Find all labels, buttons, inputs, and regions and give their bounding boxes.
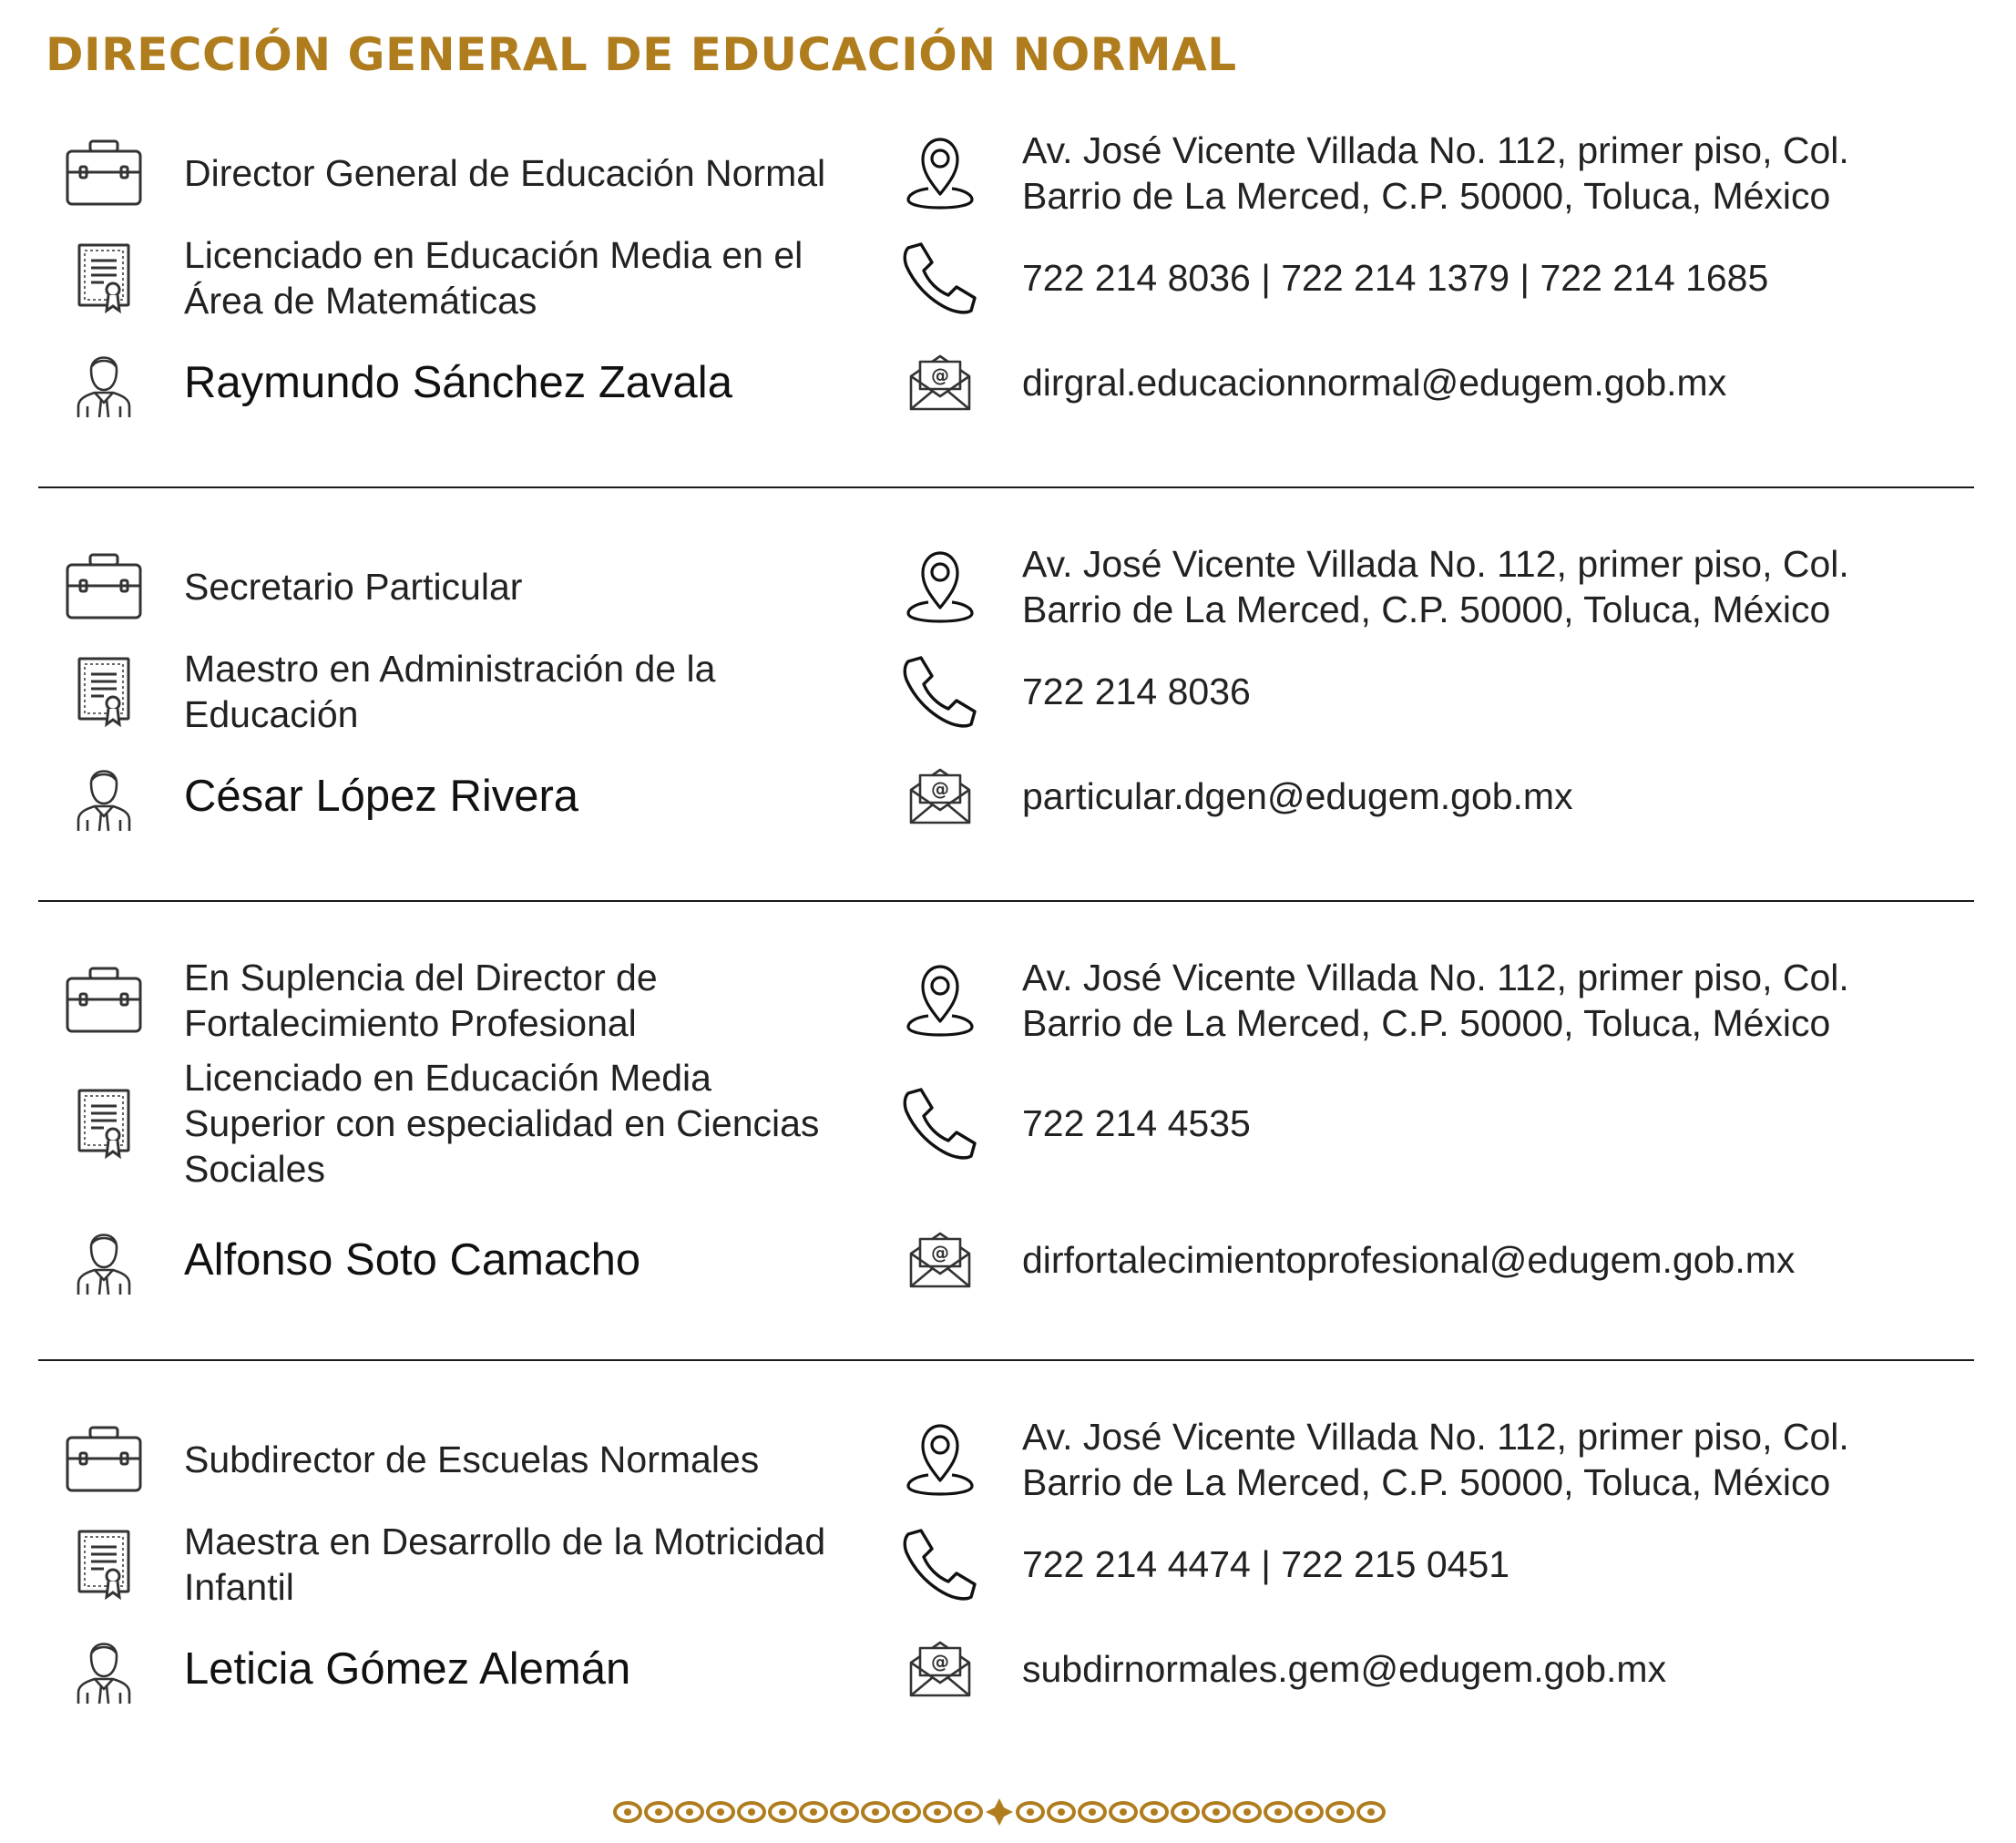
svg-text:@: @ — [931, 778, 949, 800]
envelope-icon — [895, 1214, 986, 1305]
envelope-icon — [895, 1623, 986, 1715]
person-name: Alfonso Soto Camacho — [184, 1235, 641, 1285]
phone-text: 722 214 4535 — [1022, 1102, 1251, 1144]
email-link[interactable]: particular.dgen@edugem.gob.mx — [1022, 775, 1573, 817]
address-row — [0, 128, 2016, 219]
phone-text: 722 214 8036 — [1022, 671, 1251, 712]
phone-text: 722 214 8036 | 722 214 1379 | 722 214 1685 — [1022, 257, 1769, 299]
envelope-icon — [895, 337, 986, 428]
address-text: Av. José Vicente Villada No. 112, primer piso, Col. Barrio de La Merced, C.P. 50000, Toluca, México — [1022, 957, 1849, 1044]
section-divider — [38, 900, 1974, 902]
person-name: Raymundo Sánchez Zavala — [184, 358, 732, 407]
email-link[interactable]: dirfortalecimientoprofesional@edugem.gob.mx — [1022, 1239, 1796, 1281]
map-pin-icon — [895, 541, 986, 632]
position-title: Director General de Educación Normal — [184, 152, 826, 194]
svg-text:@: @ — [931, 1651, 949, 1673]
address-text: Av. José Vicente Villada No. 112, primer piso, Col. Barrio de La Merced, C.P. 50000, Toluca, México — [1022, 1416, 1849, 1503]
email-link[interactable]: subdirnormales.gem@edugem.gob.mx — [1022, 1648, 1667, 1690]
address-row — [0, 955, 2016, 1046]
svg-text:@: @ — [931, 1242, 949, 1264]
phone-icon — [895, 1519, 986, 1610]
degree-title: Maestro en Administración de la Educación — [184, 648, 716, 735]
ornament-border — [612, 1797, 1396, 1832]
phone-icon — [895, 646, 986, 737]
phone-row — [0, 1519, 2016, 1610]
envelope-icon — [895, 751, 986, 842]
email-row — [0, 1214, 2016, 1305]
section-divider — [38, 1359, 1974, 1361]
map-pin-icon — [895, 1414, 986, 1505]
email-row — [0, 1623, 2016, 1715]
person-name: Leticia Gómez Alemán — [184, 1644, 631, 1694]
map-pin-icon — [895, 955, 986, 1046]
person-name: César López Rivera — [184, 772, 579, 821]
page-title: DIRECCIÓN GENERAL DE EDUCACIÓN NORMAL — [46, 28, 1237, 81]
section-divider — [38, 486, 1974, 488]
degree-title: Licenciado en Educación Media en el Área de Matemáticas — [184, 234, 803, 322]
map-pin-icon — [895, 128, 986, 219]
position-title: Secretario Particular — [184, 566, 523, 608]
email-link[interactable]: dirgral.educacionnormal@edugem.gob.mx — [1022, 362, 1727, 404]
address-text: Av. José Vicente Villada No. 112, primer piso, Col. Barrio de La Merced, C.P. 50000, Toluca, México — [1022, 129, 1849, 217]
address-row — [0, 541, 2016, 632]
phone-text: 722 214 4474 | 722 215 0451 — [1022, 1543, 1510, 1585]
phone-row — [0, 232, 2016, 323]
phone-row — [0, 646, 2016, 737]
position-title: Subdirector de Escuelas Normales — [184, 1439, 760, 1480]
address-row — [0, 1414, 2016, 1505]
phone-icon — [895, 1055, 986, 1192]
email-row — [0, 337, 2016, 428]
degree-title: Maestra en Desarrollo de la Motricidad Infantil — [184, 1520, 826, 1608]
address-text: Av. José Vicente Villada No. 112, primer piso, Col. Barrio de La Merced, C.P. 50000, Toluca, México — [1022, 543, 1849, 630]
email-row — [0, 751, 2016, 842]
position-title: En Suplencia del Director de Fortalecimiento Profesional — [184, 957, 658, 1044]
phone-row — [0, 1055, 2016, 1192]
degree-title: Licenciado en Educación Media Superior con especialidad en Ciencias Sociales — [184, 1057, 820, 1190]
phone-icon — [895, 232, 986, 323]
svg-text:@: @ — [931, 364, 949, 386]
